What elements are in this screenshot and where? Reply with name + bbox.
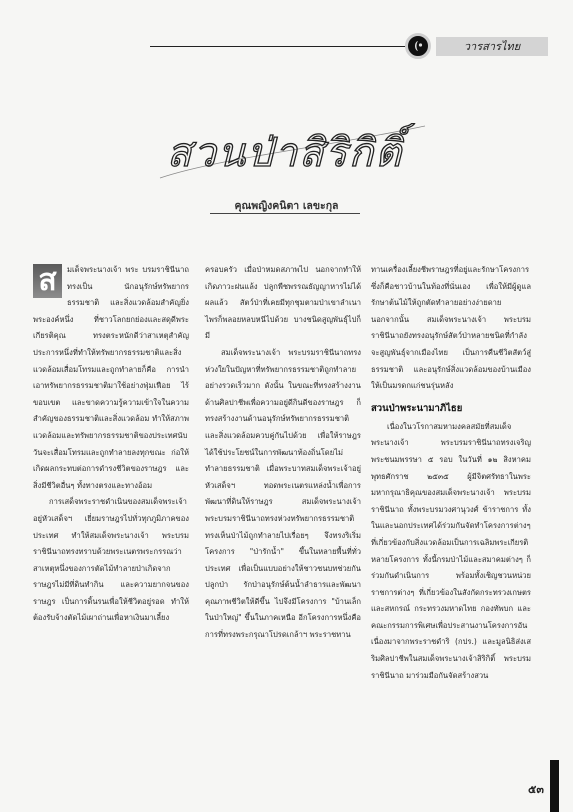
text-column-2 — [205, 262, 361, 644]
page-number: ๕๓ — [528, 783, 544, 796]
paragraph: เนื่องในวโรกาสมหามงคลสมัยที่สมเด็จพระนางเจ้า พระบรมราชินีนาถทรงเจริญพระชนมพรรษา ๕ รอบ ในวันที่ ๑๒ สิงหาคม พุทธศักราช ๒๕๓๕ ผู้มีจิตศรัทธาในพระมหากรุณาธิคุณของสมเด็จพระนางเจ้า พระบรมราชินีนาถ ทั้งพระบรมวงศานุวงศ์ ข้าราชการ ทั้งในและนอกประเทศได้ร่วมกันจัดทำโครงการต่างๆ ที่เกี่ยวข้องกับสิ่งแวดล้อมเป็นการเฉลิมพระเกียรติ หลายโครงการ ทั้งนี้กรมป่าไม้และสมาคมต่างๆ ก็ร่วมกันดำเนินการ พร้อมทั้งเชิญชวนหน่วยราชการต่างๆ ที่เกี่ยวข้องในสังกัดกระทรวงเกษตรและสหกรณ์ กระทรวงมหาดไทย กองทัพบก และคณะกรรมการพิเศษเพื่อประสานงานโครงการอันเนื่องมาจากพระราชดำริ (กปร.) และมูลนิธิส่งเสริมศิลปาชีพในสมเด็จพระนางเจ้าสิริกิติ์ พระบรมราชินีนาถ มาร่วมมือกันจัดสร้างสวน — [371, 421, 531, 680]
paragraph: ครอบครัว เมื่อป่าหมดสภาพไป นอกจากทำให้เกิดภาวะฝนแล้ง ปลูกพืชพรรณธัญญาหารไม่ได้ผลแล้ว สัตว์ป่าที่เคยมีทุกชุมตามป่าเขาลำเนาไพรก็พลอยหลบหนีไปด้วย บางชนิดสูญพันธุ์ไปก็มี — [205, 265, 361, 341]
paragraph: มเด็จพระนางเจ้า พระ บรมราชินีนาถ ทรงเป็น นักอนุรักษ์ทรัพยากร ธรรมชาติ และสิ่งแวดล้อมสำคัญยิ่ง พระองค์หนึ่ง ที่ชาวโลกยกย่องและสดุดีพระเกียรติคุณ ทรงตระหนักดีว่าสาเหตุสำคัญประการหนึ่งที่ทำให้ทรัพยากรธรรมชาติและสิ่งแวดล้อมเสื่อมโทรมและถูกทำลายก็คือ การนำเอาทรัพยากรธรรมชาติมาใช้อย่างฟุ่มเฟือย ไร้ขอบเขต และขาดความรู้ความเข้าใจในความสำคัญของธรรมชาติและสิ่งแวดล้อม ทำให้สภาพแวดล้อมและทรัพยากรธรรมชาติของประเทศนับวันจะเสื่อมโทรมและถูกทำลายลงทุกขณะ ก่อให้เกิดผลกระทบต่อการดำรงชีวิตของราษฎร และสิ่งมีชีวิตอื่นๆ ทั้งทางตรงและทางอ้อม — [33, 265, 189, 490]
page-edge-bar — [550, 760, 559, 812]
paragraph: สมเด็จพระนางเจ้า พระบรมราชินีนาถทรงห่วงใยในปัญหาที่ทรัพยากรธรรมชาติถูกทำลายอย่างรวดเร็วมาก ดังนั้น ในขณะที่ทรงสร้างงานด้านศิลปาชีพเพื่อความอยู่ดีกินดีของราษฎร ก็ทรงสร้างงานด้านอนุรักษ์ทรัพยากรธรรมชาติและสิ่งแวดล้อมควบคู่กันไปด้วย เพื่อให้ราษฎรได้ใช้ประโยชน์ในการพัฒนาท้องถิ่นโดยไม่ทำลายธรรมชาติ เมื่อพระบาทสมเด็จพระเจ้าอยู่หัวเสด็จฯ ทอดพระเนตรแหล่งน้ำเพื่อการพัฒนาที่ดินให้ราษฎร สมเด็จพระนางเจ้า พระบรมราชินีนาถทรงห่วงทรัพยากรธรรมชาติ ทรงเห็นป่าไม้ถูกทำลายไปเรื่อยๆ จึงทรงริเริ่มโครงการ "ป่ารักน้ำ" ขึ้นในหลายพื้นที่ทั่วประเทศ เพื่อเป็นแบบอย่างให้ชาวชนบทช่วยกันปลูกป่า รักป่าอนุรักษ์ต้นน้ำลำธารและพัฒนาคุณภาพชีวิตให้ดีขึ้น ไปจึงมีโครงการ "บ้านเล็กในป่าใหญ่" ขึ้นในภาคเหนือ อีกโครงการหนึ่งคือการที่ทรงพระกรุณาโปรดเกล้าฯ พระราชทาน — [205, 347, 361, 640]
magazine-emblem-icon — [405, 33, 431, 59]
paragraph: การเสด็จพระราชดำเนินของสมเด็จพระเจ้าอยู่หัวเสด็จฯ เยี่ยมราษฎรไปทั่วทุกภูมิภาคของประเทศ ทำให้สมเด็จพระนางเจ้า พระบรมราชินีนาถทรงทราบด้วยพระเนตรพระกรรณว่าสาเหตุหนึ่งของการตัดไม้ทำลายป่าเกิดจากราษฎรไม่มีที่ดินทำกิน และความยากจนของราษฎร เป็นการดิ้นรนเพื่อให้ชีวิตอยู่รอด ทำให้ต้องรับจ้างตัดไม้เผาถ่านเพื่อหาเงินมาเลี้ยง — [33, 497, 189, 623]
header-rule — [150, 46, 406, 47]
article-title: สวนป่าสิริกิติ์ — [166, 130, 404, 176]
article-author: คุณพญิงคนิตา เลขะกุล — [234, 200, 339, 212]
text-column-3 — [371, 262, 531, 684]
dropcap: ส — [33, 264, 62, 298]
section-subheading: สวนป่าพระนามาภิไธย — [371, 402, 463, 414]
paragraph: ทานเครื่องเลี้ยงชีพราษฎรที่อยู่และรักษาโครงการ ซึ่งก็คือชาวบ้านในท้องที่นั่นเอง เพื่อให้มีผู้ดูแลรักษาต้นไม้ให้ถูกตัดทำลายอย่างง่ายดาย นอกจากนั้น สมเด็จพระนางเจ้า พระบรมราชินีนาถยังทรงอนุรักษ์สัตว์ป่าหลายชนิดที่กำลังจะสูญพันธุ์จากเมืองไทย เป็นการคืนชีวิตสัตว์สู่ธรรมชาติ และอนุรักษ์สิ่งแวดล้อมของบ้านเมืองให้เป็นมรดกแก่ชนรุ่นหลัง — [371, 265, 531, 391]
text-column-1 — [33, 262, 189, 627]
author-underline — [210, 213, 360, 214]
magazine-name: วารสารไทย — [436, 37, 548, 56]
